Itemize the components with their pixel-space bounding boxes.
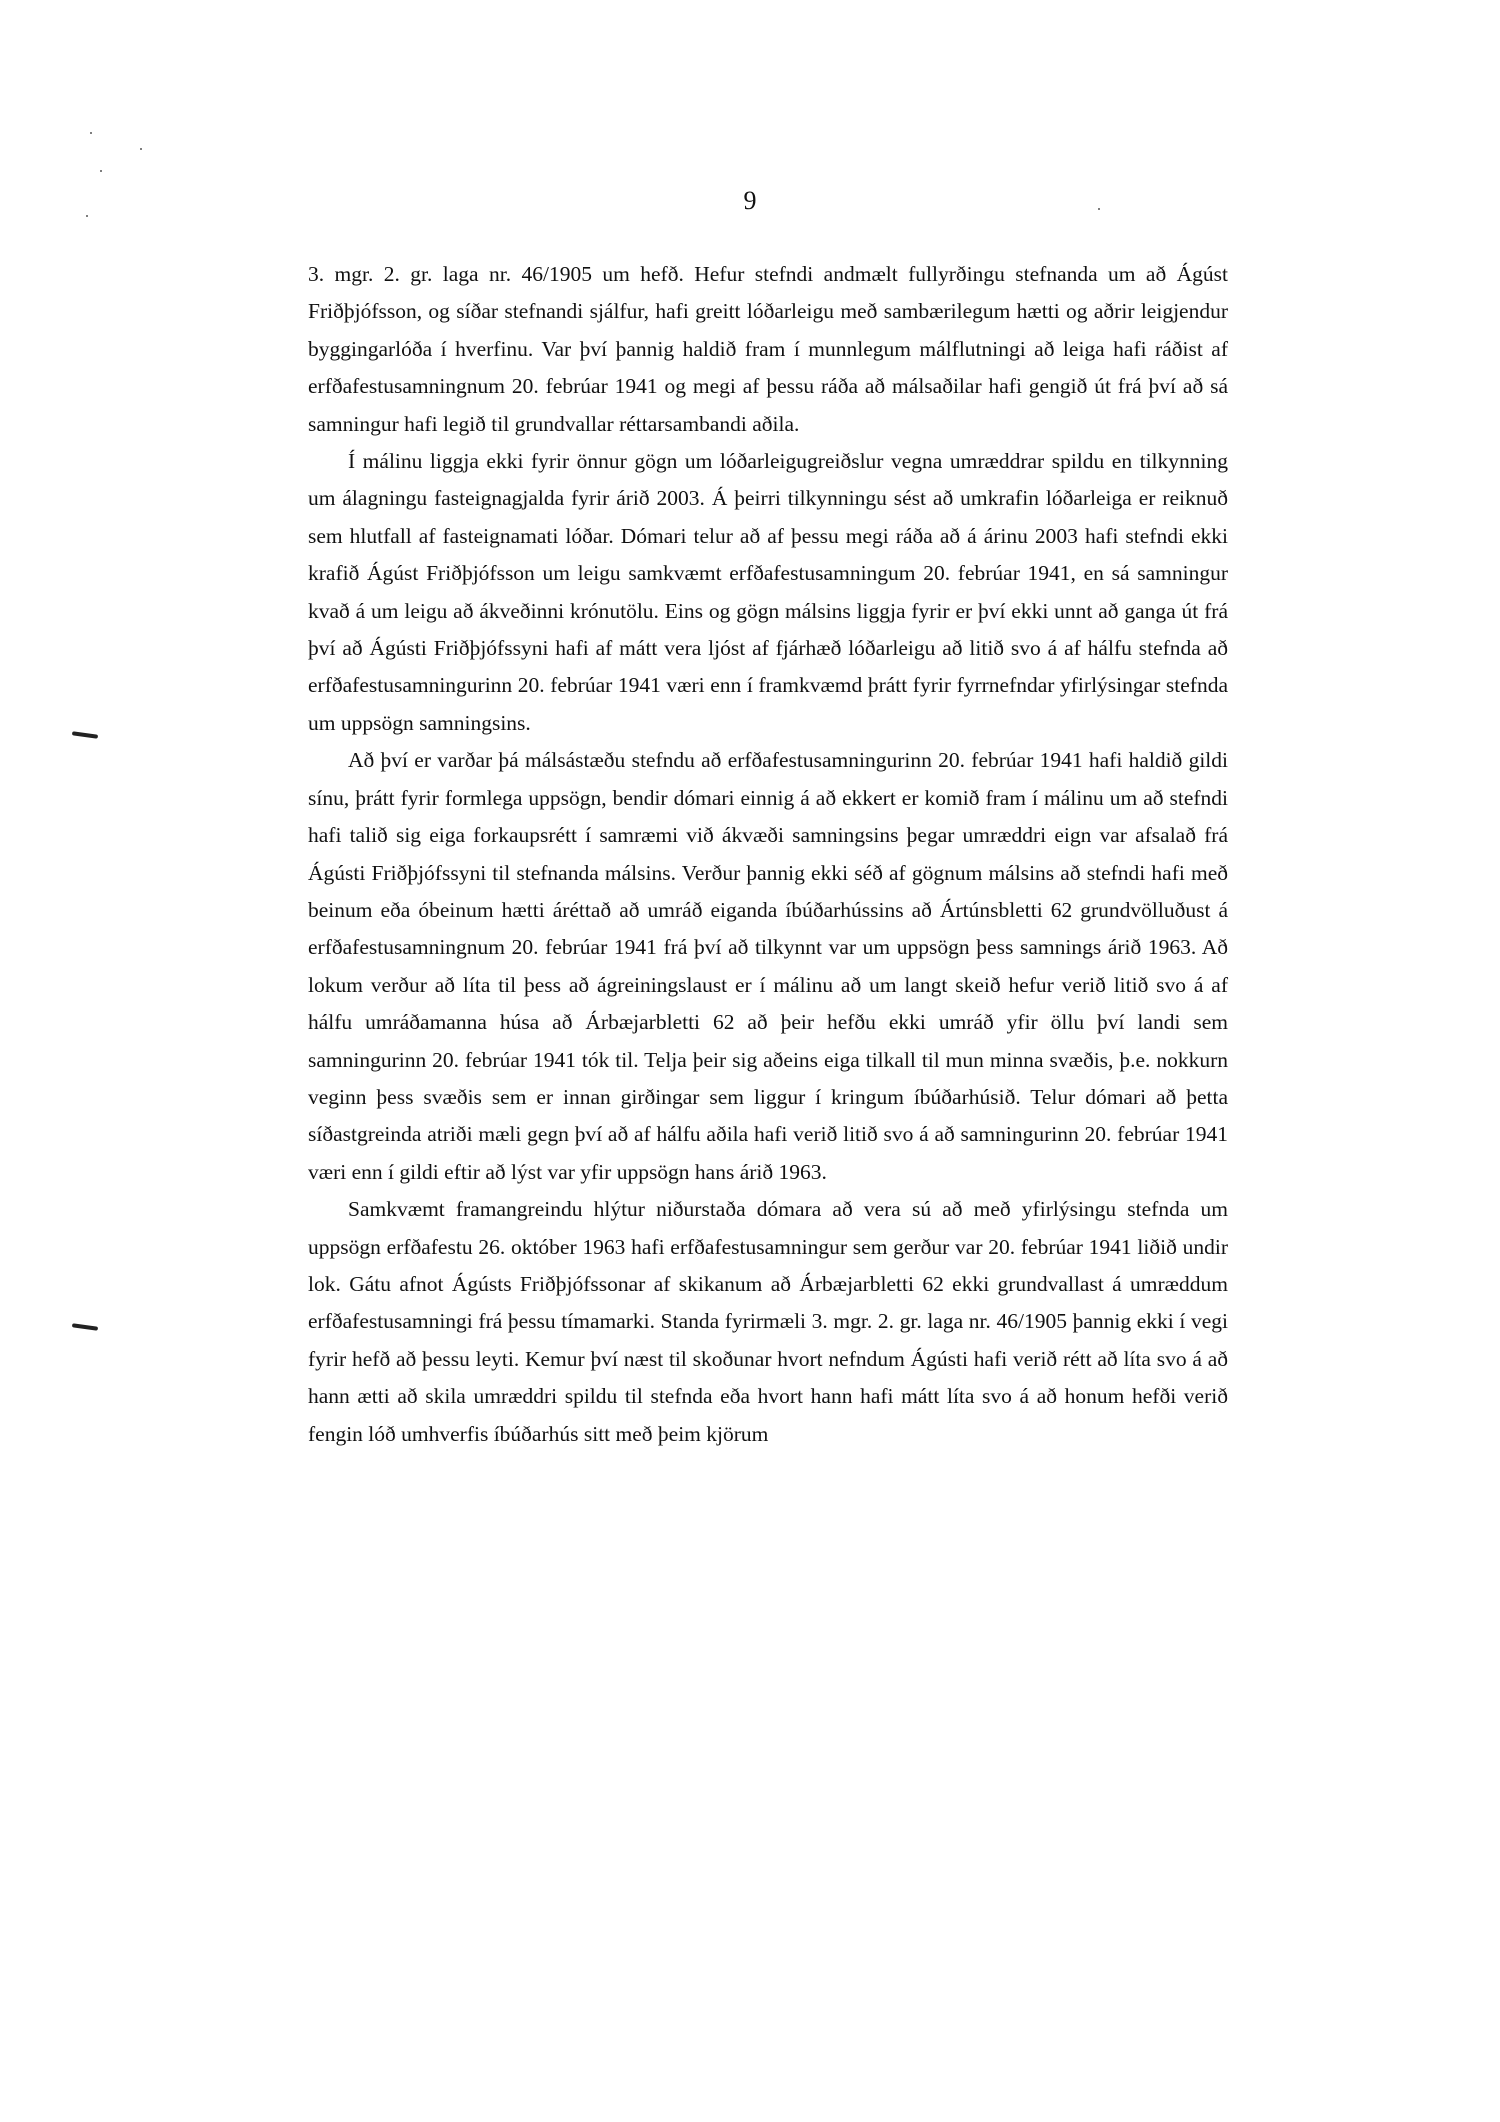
scan-mark (72, 731, 98, 739)
paragraph: Að því er varðar þá málsástæðu stefndu að erfðafestusamningurinn 20. febrúar 1941 hafi haldið gildi sínu, þrátt fyrir formlega uppsögn, bendir dómari einnig á að ekkert er komið fram í málinu um að stefndi hafi talið sig eiga forkaupsrétt í samræmi við ákvæði samningsins þegar umræddri eign var afsalað frá Ágústi Friðþjófssyni til stefnanda málsins. Verður þannig ekki séð af gögnum málsins að stefndi hafi með beinum eða óbeinum hætti áréttað að umráð eiganda íbúðarhússins að Ártúnsbletti 62 grundvölluðust á erfðafestusamningnum 20. febrúar 1941 frá því að tilkynnt var um uppsögn þess samnings árið 1963. Að lokum verður að líta til þess að ágreiningslaust er í málinu að um langt skeið hefur verið litið svo á af hálfu umráðamanna húsa að Árbæjarbletti 62 að þeir hefðu ekki umráð yfir öllu því landi sem samningurinn 20. febrúar 1941 tók til. Telja þeir sig aðeins eiga tilkall til mun minna svæðis, þ.e. nokkurn veginn þess svæðis sem er innan girðingar sem liggur í kringum íbúðarhúsið. Telur dómari að þetta síðastgreinda atriði mæli gegn því að af hálfu aðila hafi verið litið svo á að samningurinn 20. febrúar 1941 væri enn í gildi eftir að lýst var yfir uppsögn hans árið 1963. (308, 748, 1228, 1184)
paragraph: Samkvæmt framangreindu hlýtur niðurstaða dómara að vera sú að með yfirlýsingu stefnda um uppsögn erfðafestu 26. október 1963 hafi erfðafestusamningur sem gerður var 20. febrúar 1941 liðið undir lok. Gátu afnot Ágústs Friðþjófssonar af skikanum að Árbæjarbletti 62 ekki grundvallast á umræddum erfðafestusamningi frá þessu tímamarki. Standa fyrirmæli 3. mgr. 2. gr. laga nr. 46/1905 þannig ekki í vegi fyrir hefð að þessu leyti. Kemur því næst til skoðunar hvort nefndum Ágústi hafi verið rétt að líta svo á að hann ætti að skila umræddri spildu til stefnda eða hvort hann hafi mátt líta svo á að honum hefði verið fengin lóð umhverfis íbúðarhús sitt með þeim kjörum (308, 1197, 1228, 1446)
document-body (308, 256, 1228, 1453)
scan-speck (90, 132, 92, 134)
paragraph: Í málinu liggja ekki fyrir önnur gögn um lóðarleigugreiðslur vegna umræddrar spildu en tilkynning um álagningu fasteignagjalda fyrir árið 2003. Á þeirri tilkynningu sést að umkrafin lóðarleiga er reiknuð sem hlutfall af fasteignamati lóðar. Dómari telur að af þessu megi ráða að á árinu 2003 hafi stefndi ekki krafið Ágúst Friðþjófsson um leigu samkvæmt erfðafestusamningum 20. febrúar 1941, en sá samningur kvað á um leigu að ákveðinni krónutölu. Eins og gögn málsins liggja fyrir er því ekki unnt að ganga út frá því að Ágústi Friðþjófssyni hafi af mátt vera ljóst af fjárhæð lóðarleigu að litið svo á af hálfu stefnda að erfðafestusamningurinn 20. febrúar 1941 væri enn í framkvæmd þrátt fyrir fyrrnefndar yfirlýsingar stefnda um uppsögn samningsins. (308, 449, 1228, 735)
scan-mark (72, 1323, 98, 1331)
scan-speck (100, 170, 102, 172)
scan-speck (140, 148, 142, 150)
page-number: 9 (743, 186, 757, 215)
paragraph: 3. mgr. 2. gr. laga nr. 46/1905 um hefð. Hefur stefndi andmælt fullyrðingu stefnanda um að Ágúst Friðþjófsson, og síðar stefnandi sjálfur, hafi greitt lóðarleigu með sambærilegum hætti og aðrir leigjendur byggingarlóða í hverfinu. Var því þannig haldið fram í munnlegum málflutningi að leiga hafi ráðist af erfðafestusamningnum 20. febrúar 1941 og megi af þessu ráða að málsaðilar hafi gengið út frá því að sá samningur hafi legið til grundvallar réttarsambandi aðila. (308, 262, 1228, 436)
